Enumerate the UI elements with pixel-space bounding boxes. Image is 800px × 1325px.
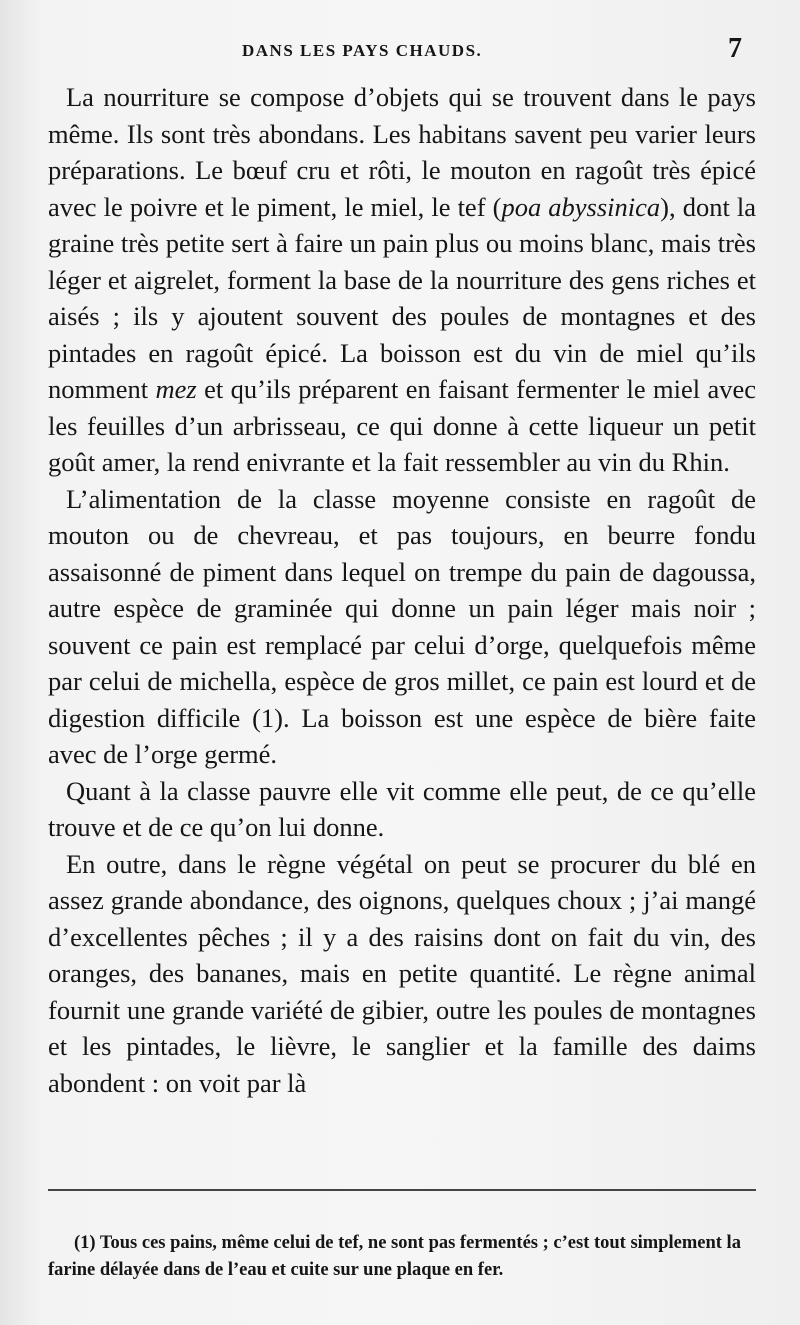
footnote [48,1230,760,1284]
paragraph-1-part-2: ), dont la graine très petite sert à faire un pain plus ou moins blanc, mais très léger et aigrelet, forment la base de la nourriture des gens riches et aisés ; ils y ajoutent souvent des poules de montagnes et des pintades en ragoût épicé. La boisson est du vin de miel qu’ils nomment [48,191,757,404]
scientific-name: poa abyssinica [501,191,661,222]
page-header [0,33,800,68]
page-number: 7 [728,33,742,64]
term-mez: mez [155,374,197,404]
paragraph-1-part-1: La nourriture se compose d’objets qui se trouvent dans le pays même. Ils sont très abondans. Les habitans savent peu varier leurs préparations. Le bœuf cru et rôti, le mouton en ragoût très épicé avec le poivre et le piment, le miel, le tef ( [48,82,756,222]
paragraph-4: En outre, dans le règne végétal on peut se procurer du blé en assez grande abondance, des oignons, quelques choux ; j’ai mangé d’excellentes pêches ; il y a des raisins dont on fait du vin, des oranges, des bananes, mais en petite quantité. Le règne animal fournit une grande variété de gibier, outre les poules de montagnes et les pintades, le lièvre, le sanglier et la famille des daims abondent : on voit par là [48,848,756,1098]
paragraph-2: L’alimentation de la classe moyenne consiste en ragoût de mouton ou de chevreau, et pas toujours, en beurre fondu assaisonné de piment dans lequel on trempe du pain de dagoussa, autre espèce de graminée qui donne un pain léger mais noir ; souvent ce pain est remplacé par celui d’orge, quelquefois même par celui de michella, espèce de gros millet, ce pain est lourd et de digestion difficile (1). La boisson est une espèce de bière faite avec de l’orge germé. [48,483,756,769]
paragraph-3: Quant à la classe pauvre elle vit comme elle peut, de ce qu’elle trouve et de ce qu’on lui donne. [48,775,756,842]
paragraph-1 [48,79,756,481]
footnote-divider [48,1189,756,1191]
paragraph-1-part-3: et qu’ils préparent en faisant fermenter le miel avec les feuilles d’un arbrisseau, ce qui donne à cette liqueur un petit goût amer, la rend enivrante et la fait ressembler au vin du Rhin. [48,374,756,477]
body-text [48,79,756,1101]
footnote-text: (1) Tous ces pains, même celui de tef, ne sont pas fermentés ; c’est tout simplement la farine délayée dans de l’eau et cuite sur une plaque en fer. [48,1233,741,1280]
running-head: DANS LES PAYS CHAUDS. [242,41,483,60]
